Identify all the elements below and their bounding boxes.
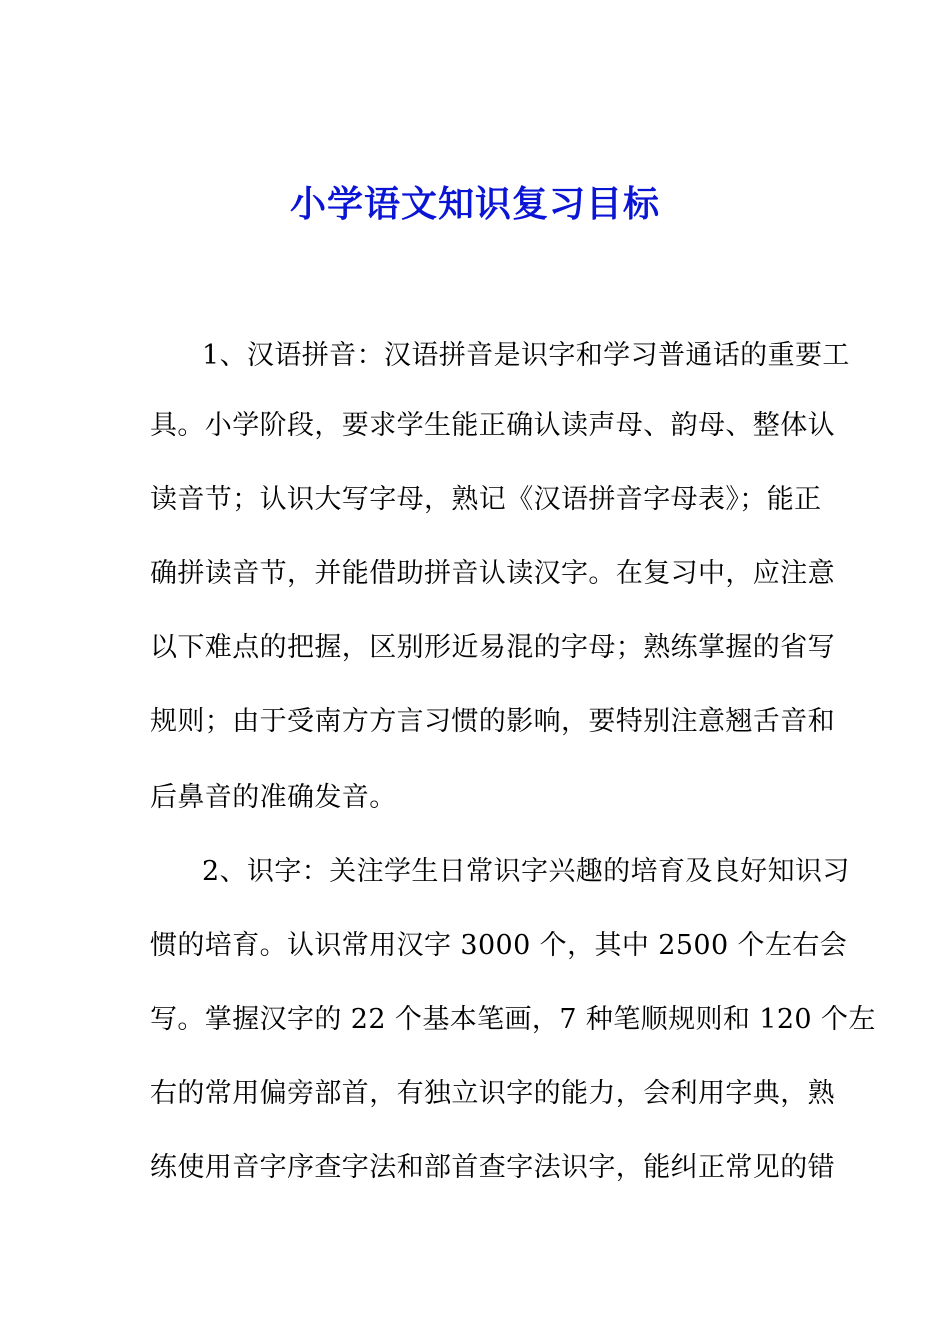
paragraph-line: 练使用音字序查字法和部首查字法识字，能纠正常见的错 xyxy=(150,1152,835,1183)
paragraph-line: 惯的培育。认识常用汉字 3000 个，其中 2500 个左右会 xyxy=(150,930,848,961)
paragraph-line: 2、识字：关注学生日常识字兴趣的培育及良好知识习 xyxy=(202,856,850,887)
paragraph-line: 右的常用偏旁部首，有独立识字的能力，会利用字典，熟 xyxy=(150,1078,835,1109)
paragraph-line: 确拼读音节，并能借助拼音认读汉字。在复习中，应注意 xyxy=(150,558,835,589)
paragraph-line: 后鼻音的准确发音。 xyxy=(150,782,397,813)
paragraph-line: 写。掌握汉字的 22 个基本笔画，7 种笔顺规则和 120 个左 xyxy=(150,1004,876,1035)
paragraph-line: 具。小学阶段，要求学生能正确认读声母、韵母、整体认 xyxy=(150,410,835,441)
paragraph-line: 1、汉语拼音：汉语拼音是识字和学习普通话的重要工 xyxy=(202,340,850,371)
paragraph-line: 规则；由于受南方方言习惯的影响，要特别注意翘舌音和 xyxy=(150,706,835,737)
paragraph-line: 读音节；认识大写字母，熟记《汉语拼音字母表》；能正 xyxy=(150,484,822,515)
paragraph-line: 以下难点的把握，区别形近易混的字母；熟练掌握的省写 xyxy=(150,632,835,663)
page-title: 小学语文知识复习目标 xyxy=(289,183,660,225)
